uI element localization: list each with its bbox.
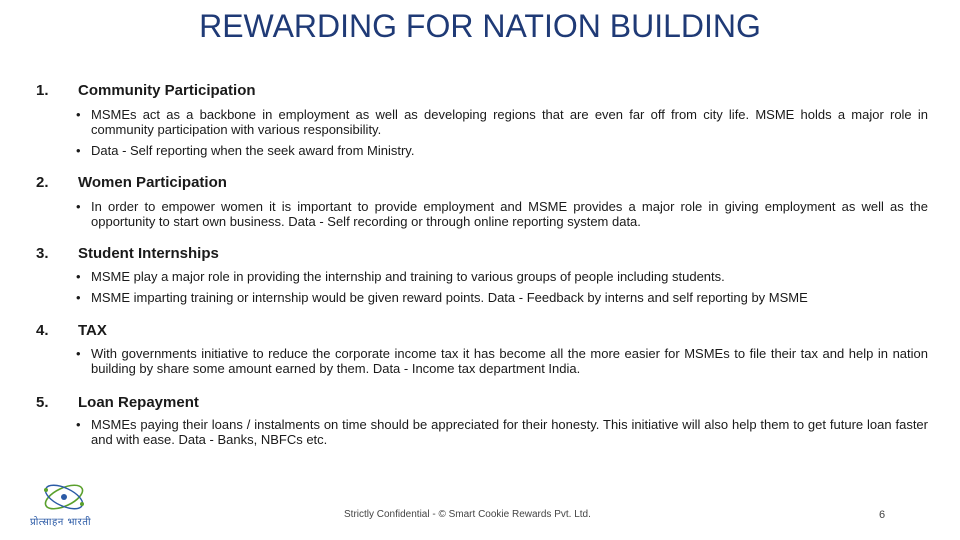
bullet-item: • MSME play a major role in providing the internship and training to various groups of people including students. [76, 269, 725, 284]
bullet-item: • MSMEs paying their loans / instalments on time should be appreciated for their honesty. This initiative will also help them to get future loan faster and with ease. Data - Banks, NBFCs etc. [76, 417, 928, 447]
logo-text: प्रोत्साहन भारती [30, 517, 92, 528]
bullet-icon: • [76, 269, 81, 284]
bullet-item: • With governments initiative to reduce the corporate income tax it has become all the more easier for MSMEs to file their tax and help in nation building by share some amount earned by them. Data - Income tax department India. [76, 346, 928, 376]
bullet-item: • In order to empower women it is important to provide employment and MSME provides a major role in giving employment as well as the opportunity to start own business. Data - Self recording or through online reporting system data. [76, 199, 928, 229]
bullet-icon: • [76, 199, 81, 214]
slide-title: REWARDING FOR NATION BUILDING [199, 8, 761, 44]
section-number: 2. [36, 174, 49, 191]
bullet-list [74, 417, 928, 453]
section-heading: TAX [78, 322, 107, 339]
bullet-list [74, 346, 928, 382]
section-heading: Women Participation [78, 174, 227, 191]
bullet-item: • Data - Self reporting when the seek award from Ministry. [76, 143, 415, 158]
section-number: 5. [36, 394, 49, 411]
bullet-icon: • [76, 417, 81, 432]
section-number: 3. [36, 245, 49, 262]
bullet-list [74, 269, 928, 311]
section-heading: Community Participation [78, 82, 256, 99]
page-number: 6 [879, 509, 886, 521]
footer-confidential: Strictly Confidential - © Smart Cookie Rewards Pvt. Ltd. [344, 509, 591, 520]
section-heading: Loan Repayment [78, 394, 199, 411]
bullet-icon: • [76, 290, 81, 305]
bullet-list [74, 199, 928, 235]
section-number: 1. [36, 82, 49, 99]
bullet-item: • MSMEs act as a backbone in employment as well as developing regions that are even far off from city life. MSME holds a major role in community participation with various responsibility. [76, 107, 928, 137]
section-heading: Student Internships [78, 245, 219, 262]
bullet-icon: • [76, 107, 81, 122]
bullet-icon: • [76, 143, 81, 158]
section-number: 4. [36, 322, 49, 339]
bullet-list [74, 107, 928, 164]
bullet-item: • MSME imparting training or internship would be given reward points. Data - Feedback by interns and self reporting by MSME [76, 290, 808, 305]
bullet-icon: • [76, 346, 81, 361]
